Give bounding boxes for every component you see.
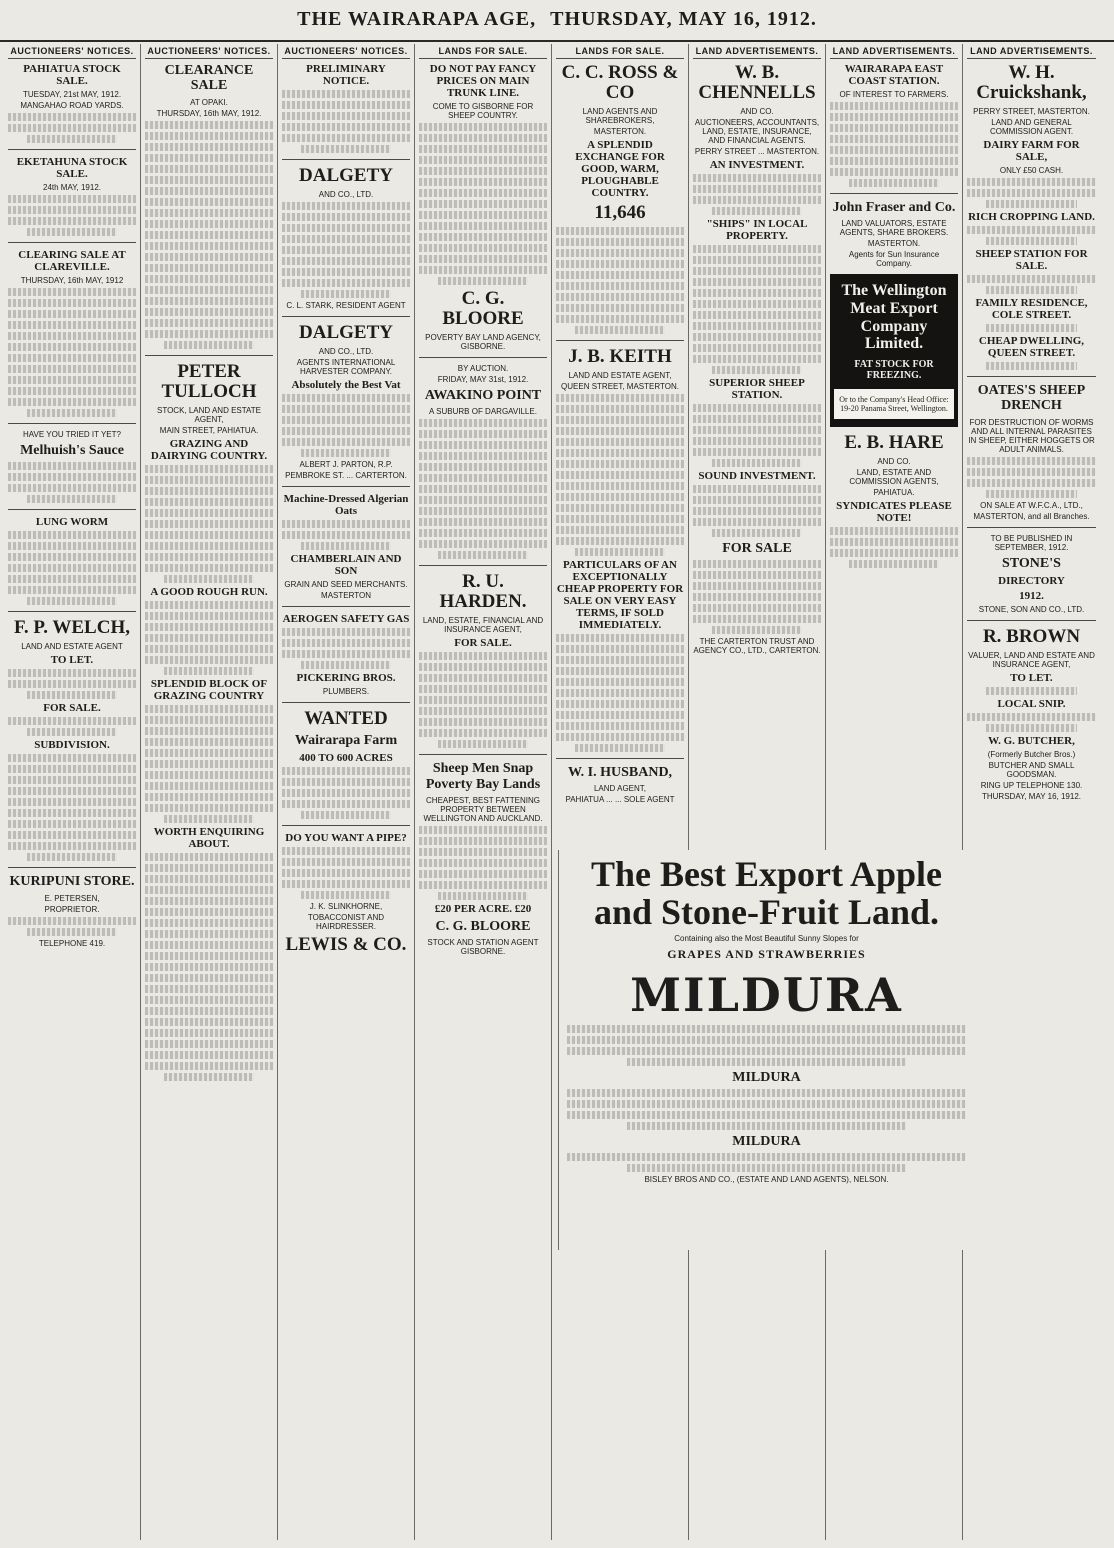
firm-name: LEWIS & CO. [285,934,407,956]
column-header: LANDS FOR SALE. [556,46,684,59]
firm-sub: GRAIN AND SEED MERCHANTS. [284,579,408,589]
firm-name: R. U. HARDEN. [439,571,527,613]
agent-title: STOCK, LAND AND ESTATE AGENT, [156,405,262,424]
column-header: LANDS FOR SALE. [419,46,547,59]
meat-export-ad [830,274,958,426]
imprint-date: THURSDAY, MAY 16, 1912. [981,791,1081,801]
ad-heading: TO LET. [50,654,94,667]
ad-title: STONE'S [1002,555,1061,571]
firm-town: MASTERTON [321,590,371,600]
firm-town: MASTERTON. [593,126,647,136]
firm-sub: PLUMBERS. [322,686,370,696]
column-header: LAND ADVERTISEMENTS. [693,46,821,59]
firm-name: C. G. BLOORE [442,288,524,329]
agent-line: ALBERT J. PARTON, R.P. [299,459,393,469]
firm-name: THE CARTERTON TRUST AND AGENCY CO., LTD., CARTERTON. [693,637,821,656]
ad-date: THURSDAY, 16th MAY, 1912 [20,276,124,285]
ad-heading: PARTICULARS OF AN EXCEPTIONALLY CHEAP PROPERTY FOR SALE ON VERY EASY TERMS, IF SOLD IMMEDIATELY. [556,558,684,631]
ad-heading: SUBDIVISION. [34,739,110,752]
firm-sub: LAND, ESTATE, FINANCIAL AND INSURANCE AGENT, [422,616,544,635]
ad-subheading: OF INTEREST TO FARMERS. [839,90,949,99]
column-8 [963,44,1100,1540]
ad-heading: FAMILY RESIDENCE, COLE STREET. [975,296,1088,321]
firm-name: C. G. BLOORE [435,918,531,934]
firm-sub: BUTCHER AND SMALL GOODSMAN. [988,760,1075,779]
ad-heading: SOUND INVESTMENT. [698,469,816,482]
firm-sub: STOCK AND STATION AGENT GISBORNE. [427,938,539,957]
agent-address: MAIN STREET, PAHIATUA. [159,425,259,435]
paper-title: THE WAIRARAPA AGE, [297,8,537,30]
ad-heading: EKETAHUNA STOCK SALE. [16,156,128,180]
ad-stockist: ON SALE AT W.F.C.A., LTD., [980,500,1083,510]
ad-date: THURSDAY, 16th MAY, 1912. [156,108,262,118]
ad-heading: DO NOT PAY FANCY PRICES ON MAIN TRUNK LINE. [429,63,537,99]
column-3 [278,44,415,1540]
firm-sub: LAND VALUATORS, ESTATE AGENTS, SHARE BROKERS. [839,219,949,238]
ad-heading: AEROGEN SAFETY GAS [282,612,410,625]
mildura-title-3: MILDURA [732,1133,801,1149]
firm-address: QUEEN STREET, MASTERTON. [561,381,679,391]
firm-sub: POVERTY BAY LAND AGENCY, GISBORNE. [425,332,541,351]
meat-export-title: The Wellington Meat Export Company Limited. [841,282,947,353]
firm-sub: LAND AND GENERAL COMMISSION AGENT. [989,117,1074,136]
ad-heading: LUNG WORM [35,516,109,529]
ad-heading: Machine-Dressed Algerian Oats [283,492,409,517]
ad-title: CLEARANCE SALE [164,63,254,94]
firm-agents: AGENTS INTERNATIONAL HARVESTER COMPANY. [296,357,396,376]
ad-title: Sheep Men Snap Poverty Bay Lands [425,761,541,792]
ad-acres: 11,646 [594,201,646,223]
ad-heading: A SPLENDID EXCHANGE FOR GOOD, WARM, PLOUGHABLE COUNTRY. [575,138,665,199]
ad-heading: AN INVESTMENT. [709,158,805,171]
firm-name: PICKERING BROS. [296,671,396,684]
ad-title: Melhuish's Sauce [20,443,124,458]
column-2 [141,44,278,1540]
column-5 [552,44,689,1540]
firm-name: W. B. CHENNELLS [698,62,816,103]
ad-heading: FOR SALE. [43,702,101,715]
firm-name: STONE, SON AND CO., LTD. [978,605,1085,615]
ad-price: £20 PER ACRE. £20 [434,902,532,915]
column-6 [689,44,826,1540]
ad-year: 1912. [1019,590,1044,603]
mildura-agent: BISLEY BROS AND CO., (ESTATE AND LAND AGENTS), NELSON. [644,1175,889,1185]
firm-name: DALGETY [299,165,393,186]
mildura-grapes: GRAPES AND STRAWBERRIES [667,946,866,961]
firm-sub: AND CO., LTD. [318,346,374,356]
ad-subtitle: FOR DESTRUCTION OF WORMS AND ALL INTERNAL PARASITES IN SHEEP, EITHER HOGGETS OR ADULT ANIMALS. [968,417,1095,454]
column-header: AUCTIONEERS' NOTICES. [145,46,273,59]
firm-town: PAHIATUA ... ... SOLE AGENT [565,795,675,805]
store-telephone: TELEPHONE 419. [38,938,106,948]
agent-name: PETER TULLOCH [161,360,257,402]
column-header: LAND ADVERTISEMENTS. [967,46,1096,59]
firm-sub: TOBACCONIST AND HAIRDRESSER. [307,913,385,932]
ad-venue: AT OPAKI. [190,97,228,107]
agent-address: PEMBROKE ST. ... CARTERTON. [285,470,407,480]
ad-heading: DO YOU WANT A PIPE? [285,832,407,845]
ad-stockist-town: MASTERTON, and all Branches. [973,511,1090,521]
mildura-title-2: MILDURA [732,1069,801,1085]
ad-heading: WAIRARAPA EAST COAST STATION. [844,63,944,87]
firm-sub: LAND AGENTS AND SHAREBROKERS, [582,106,658,125]
store-name: KURIPUNI STORE. [9,874,135,890]
firm-name: R. BROWN [982,626,1081,648]
agent-line: C. L. STARK, RESIDENT AGENT [286,300,406,310]
ad-heading: PAHIATUA STOCK SALE. [23,63,121,87]
columns [4,44,1110,1540]
ad-heading: GRAZING AND DAIRYING COUNTRY. [150,437,268,462]
firm-name: C. C. ROSS & CO [561,62,679,103]
firm-town: PAHIATUA. [873,487,915,497]
ad-heading: RICH CROPPING LAND. [968,210,1095,223]
column-1 [4,44,141,1540]
firm-sub: AND CO. [740,106,774,116]
ad-heading: WORTH ENQUIRING ABOUT. [153,825,265,850]
firm-sub: VALUER, LAND AND ESTATE AND INSURANCE AGENT, [968,650,1095,669]
column-header: LAND ADVERTISEMENTS. [830,46,958,59]
ad-date: TUESDAY, 21st MAY, 1912. [22,90,122,99]
firm-sub: LAND AGENT, [593,784,646,794]
firm-name: J. K. SLINKHORNE, [309,902,383,912]
ad-heading: SHEEP STATION FOR SALE. [975,247,1088,272]
firm-town: MASTERTON. [867,239,921,249]
ad-heading: CLEARING SALE AT CLAREVILLE. [18,249,126,273]
ad-venue: MANGAHAO ROAD YARDS. [20,101,124,110]
firm-previous: (Formerly Butcher Bros.) [987,749,1076,759]
firm-name: CHAMBERLAIN AND SON [290,552,402,577]
ad-heading: PRELIMINARY NOTICE. [306,63,386,87]
firm-name: J. B. KEITH [568,345,672,367]
ad-subheading: ONLY £50 CASH. [999,165,1064,175]
ad-heading: BY AUCTION. [457,363,509,373]
firm-sub: AND CO. [877,456,911,466]
ad-heading: SYNDICATES PLEASE NOTE! [836,499,952,524]
ad-subheading: COME TO GISBORNE FOR SHEEP COUNTRY. [432,102,534,120]
ad-subtitle: CHEAPEST, BEST FATTENING PROPERTY BETWEEN WELLINGTON AND AUCKLAND. [423,795,543,823]
meat-export-office: Or to the Company's Head Office: 19-20 Panama Street, Wellington. [834,389,954,419]
firm-name: E. B. HARE [844,431,944,453]
meat-export-sub: FAT STOCK FOR FREEZING. [854,358,934,381]
ad-subtitle: Wairarapa Farm [294,732,398,748]
firm-desc: AUCTIONEERS, ACCOUNTANTS, LAND, ESTATE, INSURANCE, AND FINANCIAL AGENTS. [694,117,820,145]
ad-heading: A GOOD ROUGH RUN. [150,585,268,598]
firm-name: W. I. HUSBAND, [567,764,673,780]
ad-heading: FOR SALE [722,540,792,556]
firm-desc: LAND, ESTATE AND COMMISSION AGENTS, [849,467,939,486]
ad-heading: DAIRY FARM FOR SALE, [983,138,1080,163]
ad-date: FRIDAY, MAY 31st, 1912. [437,374,529,384]
ad-subtitle: DIRECTORY [998,575,1065,588]
ad-heading: SPLENDID BLOCK OF GRAZING COUNTRY [150,677,268,702]
firm-name: John Fraser and Co. [832,200,956,215]
mildura-containing: Containing also the Most Beautiful Sunny Slopes for [674,933,859,943]
firm-address: PERRY STREET ... MASTERTON. [694,146,820,156]
ad-heading: SUPERIOR SHEEP STATION. [709,376,805,401]
firm-name: W. H. Cruickshank, [976,62,1087,103]
column-header: AUCTIONEERS' NOTICES. [8,46,136,59]
store-role: PROPRIETOR. [44,904,100,914]
ad-heading: LOCAL SNIP. [997,697,1066,710]
ad-heading: TO LET. [1010,671,1053,684]
ad-subtitle: A SUBURB OF DARGAVILLE. [429,407,537,417]
firm-name: DALGETY [299,321,393,343]
firm-telephone: RING UP TELEPHONE 130. [980,780,1083,790]
firm-address: PERRY STREET, MASTERTON. [973,106,1090,116]
ad-heading: FOR SALE. [454,637,512,650]
mildura-title: MILDURA [630,967,903,1022]
column-4 [415,44,552,1540]
column-7 [826,44,963,1540]
ad-title: WANTED [304,707,388,729]
ad-heading: Absolutely the Best Vat [291,378,401,391]
issue-date: THURSDAY, MAY 16, 1912. [550,8,817,30]
agent-name: F. P. WELCH, [14,617,130,639]
ad-acres: 400 TO 600 ACRES [299,752,393,765]
mildura-advertisement [558,850,974,1250]
firm-name: W. G. BUTCHER, [988,734,1075,747]
ad-title: AWAKINO POINT [424,387,542,403]
firm-sub: LAND AND ESTATE AGENT, [568,370,672,380]
ad-heading: CHEAP DWELLING, QUEEN STREET. [978,334,1085,359]
mildura-headline: The Best Export Apple and Stone-Fruit Land. [590,854,943,932]
ad-heading: HAVE YOU TRIED IT YET? [23,430,121,439]
column-header: AUCTIONEERS' NOTICES. [282,46,410,59]
firm-sub: AND CO., LTD. [318,189,374,199]
store-owner: E. PETERSEN, [44,893,100,903]
ad-date: 24th MAY, 1912. [43,183,101,192]
ad-title: OATES'S SHEEP DRENCH [977,382,1086,414]
agent-title: LAND AND ESTATE AGENT [21,642,123,652]
firm-agency: Agents for Sun Insurance Company. [848,250,940,269]
ad-heading: "SHIPS" IN LOCAL PROPERTY. [706,217,808,242]
masthead [0,8,1114,42]
ad-heading: TO BE PUBLISHED IN SEPTEMBER, 1912. [990,533,1073,552]
